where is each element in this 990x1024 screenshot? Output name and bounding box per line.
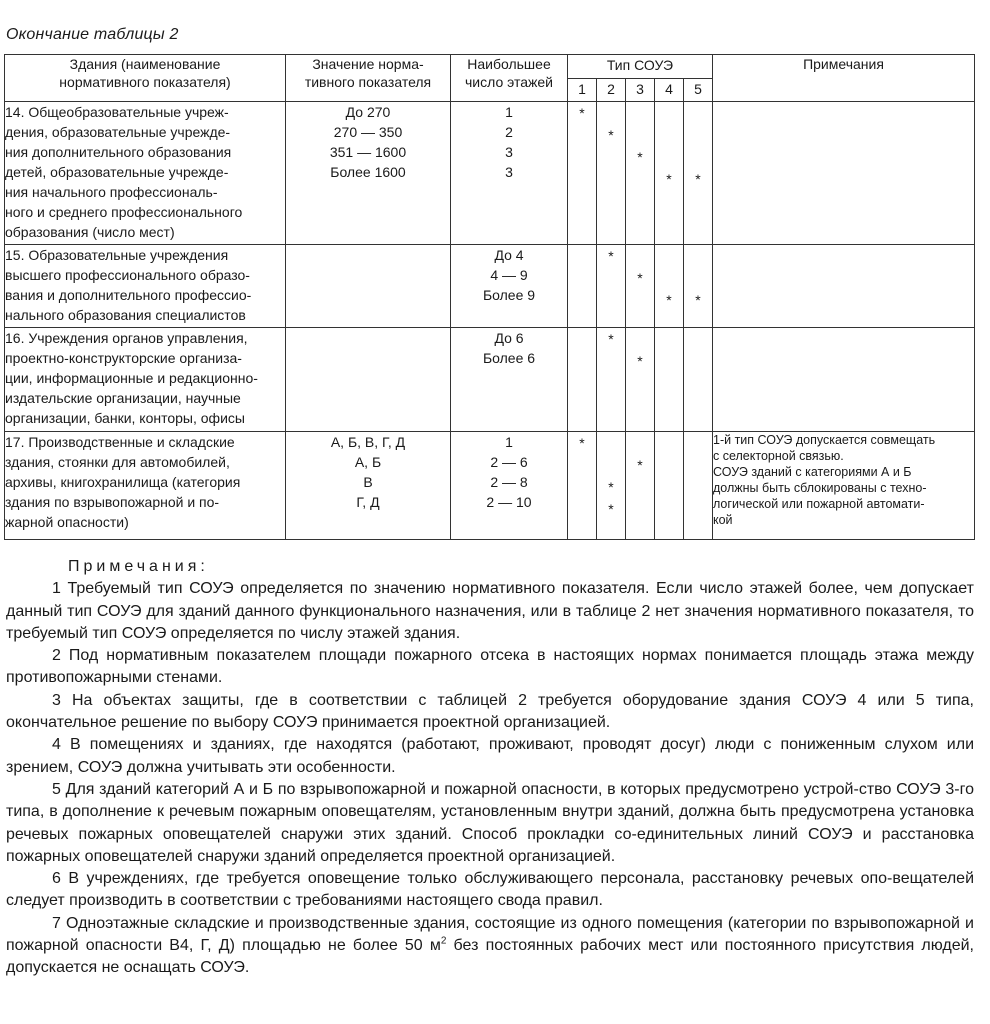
- note-7: 7 Одноэтажные складские и производственные здания, состоящие из одного помещения (категории по взрывопожарной и пожарной опасности В4, Г, Д) площадью не более 50 $м^2$ без постоянных рабочих мест или постоянного присутствия людей, допускается не оснащать СОУЭ.: [6, 914, 975, 977]
- row-17-type-1: *: [568, 432, 597, 540]
- note-2: 2 Под нормативным показателем площади пожарного отсека в настоящих нормах понимается площадь этажа между противопожарными стенами.: [6, 647, 974, 687]
- table-row: [5, 328, 975, 432]
- row-14-type-3: *: [626, 102, 655, 245]
- row-14-type-5: *: [684, 102, 713, 245]
- row-15-note: [713, 245, 975, 328]
- row-14-type-2: *: [597, 102, 626, 245]
- row-17-type-2: * *: [597, 432, 626, 540]
- note-1: 1 Требуемый тип СОУЭ определяется по значению нормативного показателя. Если число этажей более, чем допускает данный тип СОУЭ для зданий данного функционального назначения, или в таблице 2 нет значения нормативного показателя, то требуемый тип СОУЭ определяется по числу этажей здания.: [6, 580, 974, 642]
- row-15-values: [286, 245, 451, 328]
- row-15-type-2: *: [597, 245, 626, 328]
- row-14-note: [713, 102, 975, 245]
- row-17-type-3: *: [626, 432, 655, 540]
- header-value: Значение норма- тивного показателя: [286, 55, 451, 102]
- note-5: 5 Для зданий категорий А и Б по взрывопожарной и пожарной опасности, в которых предусмотрено устрой-ство СОУЭ 3-го типа, в дополнение к речевым пожарным оповещателям, установленным внутри зданий, должна быть предусмотрена установка речевых пожарных оповещателей снаружи этих зданий. Способ прокладки со-единительных линий СОУЭ и расстановка пожарных оповещателей снаружи зданий определяется проектной организацией.: [6, 780, 974, 865]
- header-type-5: 5: [684, 79, 713, 102]
- note-6: 6 В учреждениях, где требуется оповещение только обслуживающего персонала, расстановку речевых опо-вещателей следует производить в соответствии с требованиями настоящего свода правил.: [6, 870, 974, 910]
- header-type-1: 1: [568, 79, 597, 102]
- header-building: Здания (наименование нормативного показателя): [5, 55, 286, 102]
- table-caption: Окончание таблицы 2: [6, 26, 179, 43]
- row-16-type-2: *: [597, 328, 626, 432]
- row-16-type-3: *: [626, 328, 655, 432]
- row-17-type-4: [655, 432, 684, 540]
- row-14-floors: 1 2 3 3: [451, 102, 568, 245]
- row-17-note: 1-й тип СОУЭ допускается совмещать с селекторной связью. СОУЭ зданий с категориями А и Б должны быть сблокированы с техно- логической или пожарной автомати- кой: [713, 432, 975, 540]
- row-17-floors: 1 2 — 6 2 — 8 2 — 10: [451, 432, 568, 540]
- header-type-2: 2: [597, 79, 626, 102]
- note-3: 3 На объектах защиты, где в соответствии с таблицей 2 требуется оборудование здания СОУЭ 4 или 5 типа, окончательное решение по выбору СОУЭ принимается проектной организацией.: [6, 691, 974, 732]
- note-4: 4 В помещениях и зданиях, где находятся (работают, проживают, проводят досуг) люди с пониженным слухом или зрением, СОУЭ должна учитывать эти особенности.: [6, 736, 974, 776]
- row-15-type-5: *: [684, 245, 713, 328]
- header-floors: Наибольшее число этажей: [451, 55, 568, 102]
- row-15-building: 15. Образовательные учреждения высшего профессионального образо- вания и дополнительного профессио- нального образования специалистов: [5, 245, 286, 328]
- header-type-3: 3: [626, 79, 655, 102]
- table-row: [5, 432, 975, 540]
- table-row: [5, 102, 975, 245]
- row-16-type-4: [655, 328, 684, 432]
- row-16-floors: До 6 Более 6: [451, 328, 568, 432]
- row-14-type-1: *: [568, 102, 597, 245]
- header-soue-type: Тип СОУЭ: [568, 55, 713, 79]
- row-16-type-1: [568, 328, 597, 432]
- row-17-values: А, Б, В, Г, Д А, Б В Г, Д: [286, 432, 451, 540]
- header-notes: Примечания: [713, 55, 975, 102]
- table-2: [4, 54, 975, 540]
- row-16-note: [713, 328, 975, 432]
- row-14-type-4: *: [655, 102, 684, 245]
- row-16-building: 16. Учреждения органов управления, проектно-конструкторские организа- ции, информационные и редакционно- издательские организации, научные организации, банки, конторы, офисы: [5, 328, 286, 432]
- row-16-type-5: [684, 328, 713, 432]
- row-15-floors: До 4 4 — 9 Более 9: [451, 245, 568, 328]
- header-type-4: 4: [655, 79, 684, 102]
- row-17-type-5: [684, 432, 713, 540]
- table-row: [5, 245, 975, 328]
- row-15-type-3: *: [626, 245, 655, 328]
- row-17-building: 17. Производственные и складские здания, стоянки для автомобилей, архивы, книгохранилища (категория здания по взрывопожарной и по- жарной опасности): [5, 432, 286, 540]
- row-16-values: [286, 328, 451, 432]
- row-15-type-4: *: [655, 245, 684, 328]
- row-14-building: 14. Общеобразовательные учреж- дения, образовательные учрежде- ния дополнительного образования детей, образовательные учрежде- ния начального профессиональ- ного и среднего профессионального образования (число мест): [5, 102, 286, 245]
- notes-title: Примечания:: [68, 558, 209, 575]
- row-15-type-1: [568, 245, 597, 328]
- row-14-values: До 270 270 — 350 351 — 1600 Более 1600: [286, 102, 451, 245]
- notes-section: [6, 556, 974, 980]
